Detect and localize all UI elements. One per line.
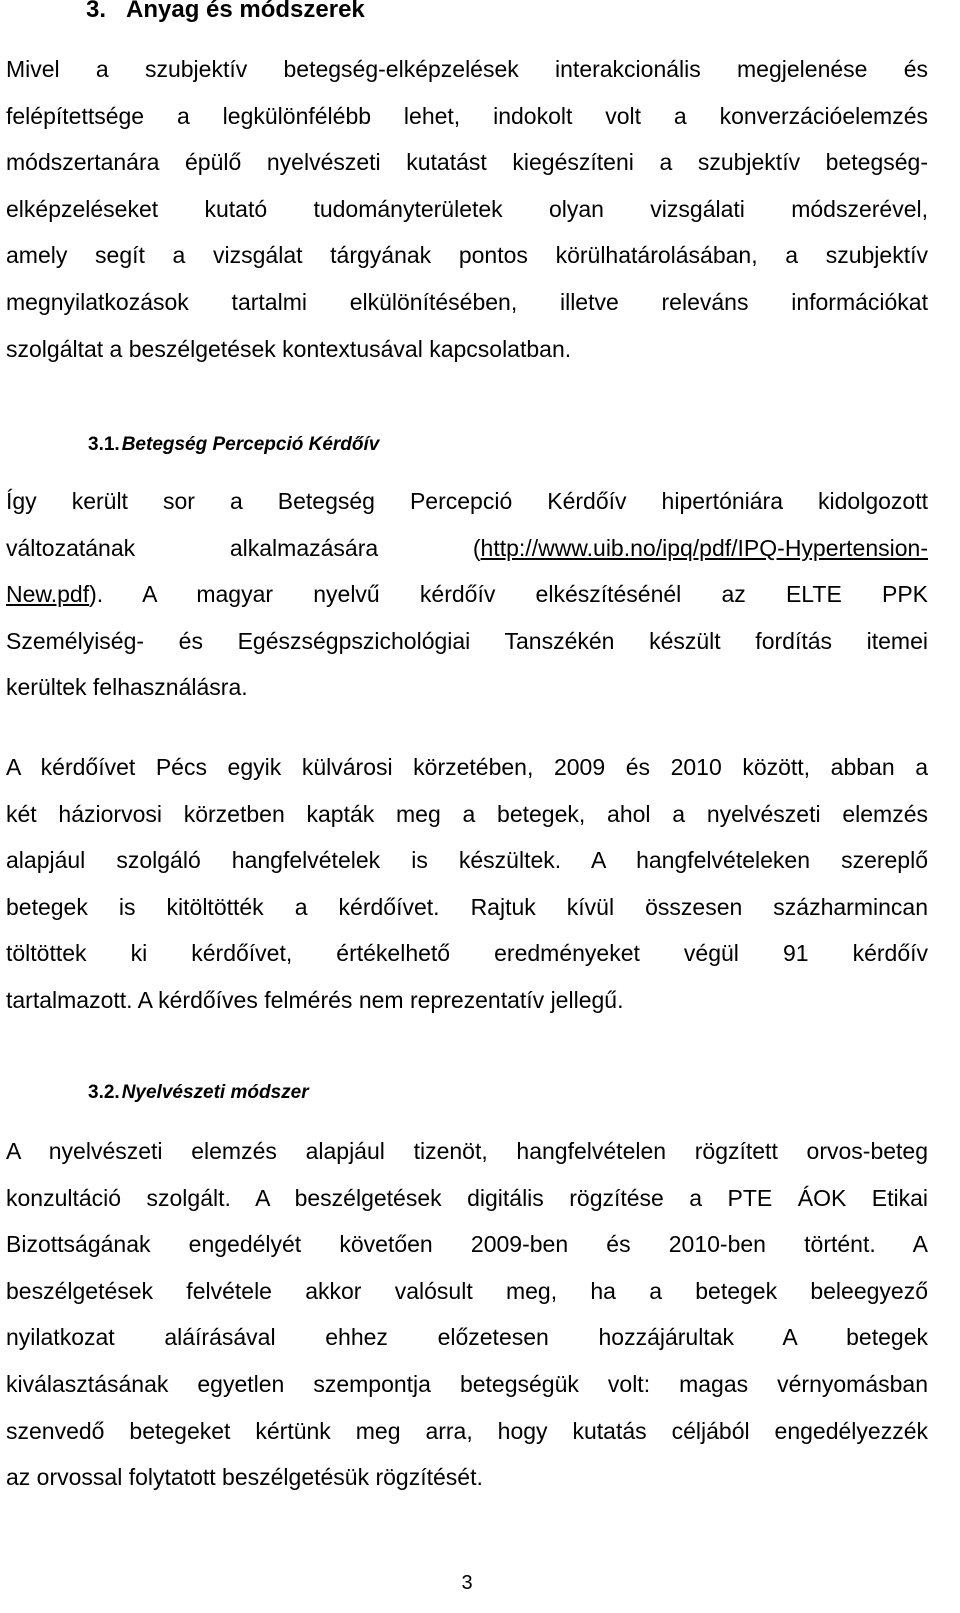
paragraph-line: elképzeléseket kutató tudományterületek olyan vizsgálati módszerével, [6,195,928,222]
chapter-title: Anyag és módszerek [126,0,365,23]
linguistic-method-paragraph [6,1128,928,1501]
line-text: változatának alkalmazására ( [6,534,481,561]
line-text: ). A magyar nyelvű kérdőív elkészítésénél az ELTE PPK [89,581,928,608]
paragraph-line: felépítettsége a legkülönfélébb lehet, indokolt volt a konverzációelemzés [6,102,928,129]
paragraph-line: beszélgetések felvétele akkor valósult meg, ha a betegek beleegyező [6,1277,928,1304]
questionnaire-paragraph [6,478,928,711]
data-collection-paragraph [6,744,928,1024]
chapter-heading [86,0,365,24]
paragraph-line: amely segít a vizsgálat tárgyának pontos körülhatárolásában, a szubjektív [6,242,928,269]
paragraph-line [6,571,928,618]
paragraph-line: A kérdőívet Pécs egyik külvárosi körzetében, 2009 és 2010 között, abban a [6,754,928,780]
paragraph-line: szenvedő betegeket kértünk meg arra, hogy kutatás céljából engedélyezzék [6,1417,928,1444]
section-number: 3.2. [88,1082,120,1103]
section-title: Betegség Percepció Kérdőív [121,434,380,455]
paragraph-line: két háziorvosi körzetben kapták meg a betegek, ahol a nyelvészeti elemzés [6,800,928,827]
paragraph-line: alapjául szolgáló hangfelvételek is készültek. A hangfelvételeken szereplő [6,847,928,874]
paragraph-line: Mivel a szubjektív betegség-elképzelések interakcionális megjelenése és [6,56,928,82]
paragraph-line: Így került sor a Betegség Percepció Kérdőív hipertóniára kidolgozott [6,488,928,514]
paragraph-line: nyilatkozat aláírásával ehhez előzetesen hozzájárultak A betegek [6,1324,928,1351]
intro-paragraph [6,46,928,372]
paragraph-line: Személyiség- és Egészségpszichológiai Tanszékén készült fordítás itemei [6,627,928,654]
paragraph-line: módszertanára épülő nyelvészeti kutatást kiegészíteni a szubjektív betegség- [6,149,928,176]
ipq-hypertension-link[interactable]: http://www.uib.no/ipq/pdf/IPQ-Hypertension- [480,534,928,561]
section-title: Nyelvészeti módszer [121,1082,309,1103]
paragraph-line: konzultáció szolgált. A beszélgetések digitális rögzítése a PTE ÁOK Etikai [6,1184,928,1211]
paragraph-line: szolgáltat a beszélgetések kontextusával kapcsolatban. [6,335,572,362]
paragraph-line: kerültek felhasználásra. [6,674,248,701]
paragraph-line: töltöttek ki kérdőívet, értékelhető eredményeket végül 91 kérdőív [6,940,928,967]
paragraph-line: A nyelvészeti elemzés alapjául tizenöt, hangfelvételen rögzített orvos-beteg [6,1138,928,1164]
paragraph-line: kiválasztásának egyetlen szempontja betegségük volt: magas vérnyomásban [6,1370,928,1397]
paragraph-line: betegek is kitöltötték a kérdőívet. Rajtuk kívül összesen százharmincan [6,893,928,920]
section-heading-3-2 [88,1082,309,1104]
section-heading-3-1 [88,434,379,456]
page-number: 3 [461,1572,473,1594]
paragraph-line: Bizottságának engedélyét követően 2009-ben és 2010-ben történt. A [6,1231,928,1258]
section-number: 3.1. [88,434,120,455]
paragraph-line [6,525,928,572]
ipq-hypertension-link-continued[interactable]: New.pdf [6,581,90,608]
paragraph-line: tartalmazott. A kérdőíves felmérés nem reprezentatív jellegű. [6,986,624,1013]
paragraph-line: megnyilatkozások tartalmi elkülönítésében, illetve releváns információkat [6,288,928,315]
chapter-number: 3. [86,0,107,23]
paragraph-line: az orvossal folytatott beszélgetésük rögzítését. [6,1464,483,1491]
